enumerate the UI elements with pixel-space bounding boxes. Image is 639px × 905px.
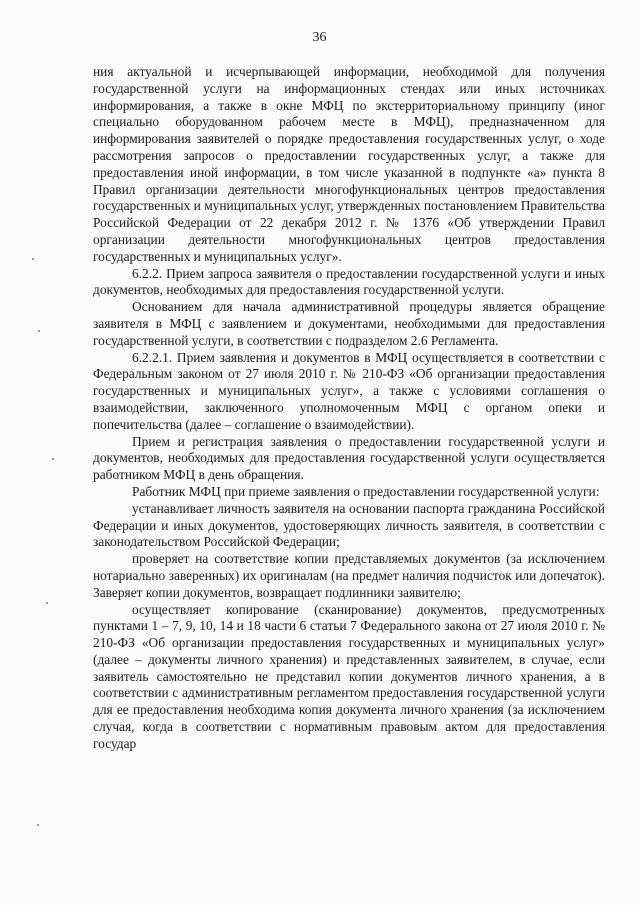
scan-speck xyxy=(37,824,39,826)
paragraph-basis: Основанием для начала административной процедуры является обращение заявителя в МФЦ с заявлением и документами, необходимыми для предоставления государственной услуги, в соответствии с подразделом 2.6 Регламента. xyxy=(93,299,605,348)
paragraph-6-2-2-1: 6.2.2.1. Прием заявления и документов в МФЦ осуществляется в соответствии с Федеральным законом от 27 июля 2010 г. № 210-ФЗ «Об организации предоставления государственных и муниципальных услуг», а также с условиями соглашения о взаимодействии, заключенного уполномоченным МФЦ с органом опеки и попечительства (далее – соглашение о взаимодействии). xyxy=(93,349,605,432)
scan-speck xyxy=(32,258,34,260)
paragraph-scanning: осуществляет копирование (сканирование) документов, предусмотренных пунктами 1 – 7, 9, 10, 14 и 18 части 6 статьи 7 Федерального закона от 27 июля 2010 г. № 210-ФЗ «Об организации предоставления государственных и муниципальных услуг» (далее – документы личного хранения) и представленных заявителем, в случае, если заявитель самостоятельно не представил копии документов личного хранения, а в соответствии с административным регламентом предоставления государственной услуги для ее предоставления необходима копия документа личного хранения (за исключением случая, когда в соответствии с нормативным правовым актом для предоставления государ xyxy=(93,601,605,751)
document-body xyxy=(93,64,605,753)
scan-speck xyxy=(46,602,48,604)
scan-speck xyxy=(38,330,40,332)
scan-speck xyxy=(52,458,54,460)
paragraph-continuation: ния актуальной и исчерпывающей информации, необходимой для получения государственной услуги на информационных стендах или иных источниках информирования, а также в окне МФЦ по экстерриториальному принципу (иног специально оборудованном рабочем месте в МФЦ), предназначенном для информирования заявителей о порядке предоставления государственных услуг, о ходе рассмотрения запросов о предоставлении государственных услуг, а также для предоставления иной информации, в том числе указанной в подпункте «а» пункта 8 Правил организации деятельности многофункциональных центров предоставления государственных и муниципальных услуг, утвержденных постановлением Правительства Российской Федерации от 22 декабря 2012 г. № 1376 «Об утверждении Правил организации деятельности многофункциональных центров предоставления государственных и муниципальных услуг». xyxy=(93,64,605,264)
paragraph-identity-check: устанавливает личность заявителя на основании паспорта гражданина Российской Федерации и иных документов, удостоверяющих личность заявителя, в соответствии с законодательством Российской Федерации; xyxy=(93,500,605,550)
paragraph-reception-registration: Прием и регистрация заявления о предоставлении государственной услуги и документов, необходимых для предоставления государственной услуги осуществляется работником МФЦ в день обращения. xyxy=(93,433,605,483)
paragraph-mfc-worker: Работник МФЦ при приеме заявления о предоставлении государственной услуги: xyxy=(132,483,600,499)
paragraph-copy-verification: проверяет на соответствие копии представляемых документов (за исключением нотариально заверенных) их оригиналам (на предмет наличия подчисток или допечаток). Заверяет копии документов, возвращает подлинники заявителю; xyxy=(93,551,605,600)
page-number: 36 xyxy=(312,30,327,45)
paragraph-6-2-2: 6.2.2. Прием запроса заявителя о предоставлении государственной услуги и иных документов, необходимых для предоставления государственной услуги. xyxy=(93,265,605,298)
